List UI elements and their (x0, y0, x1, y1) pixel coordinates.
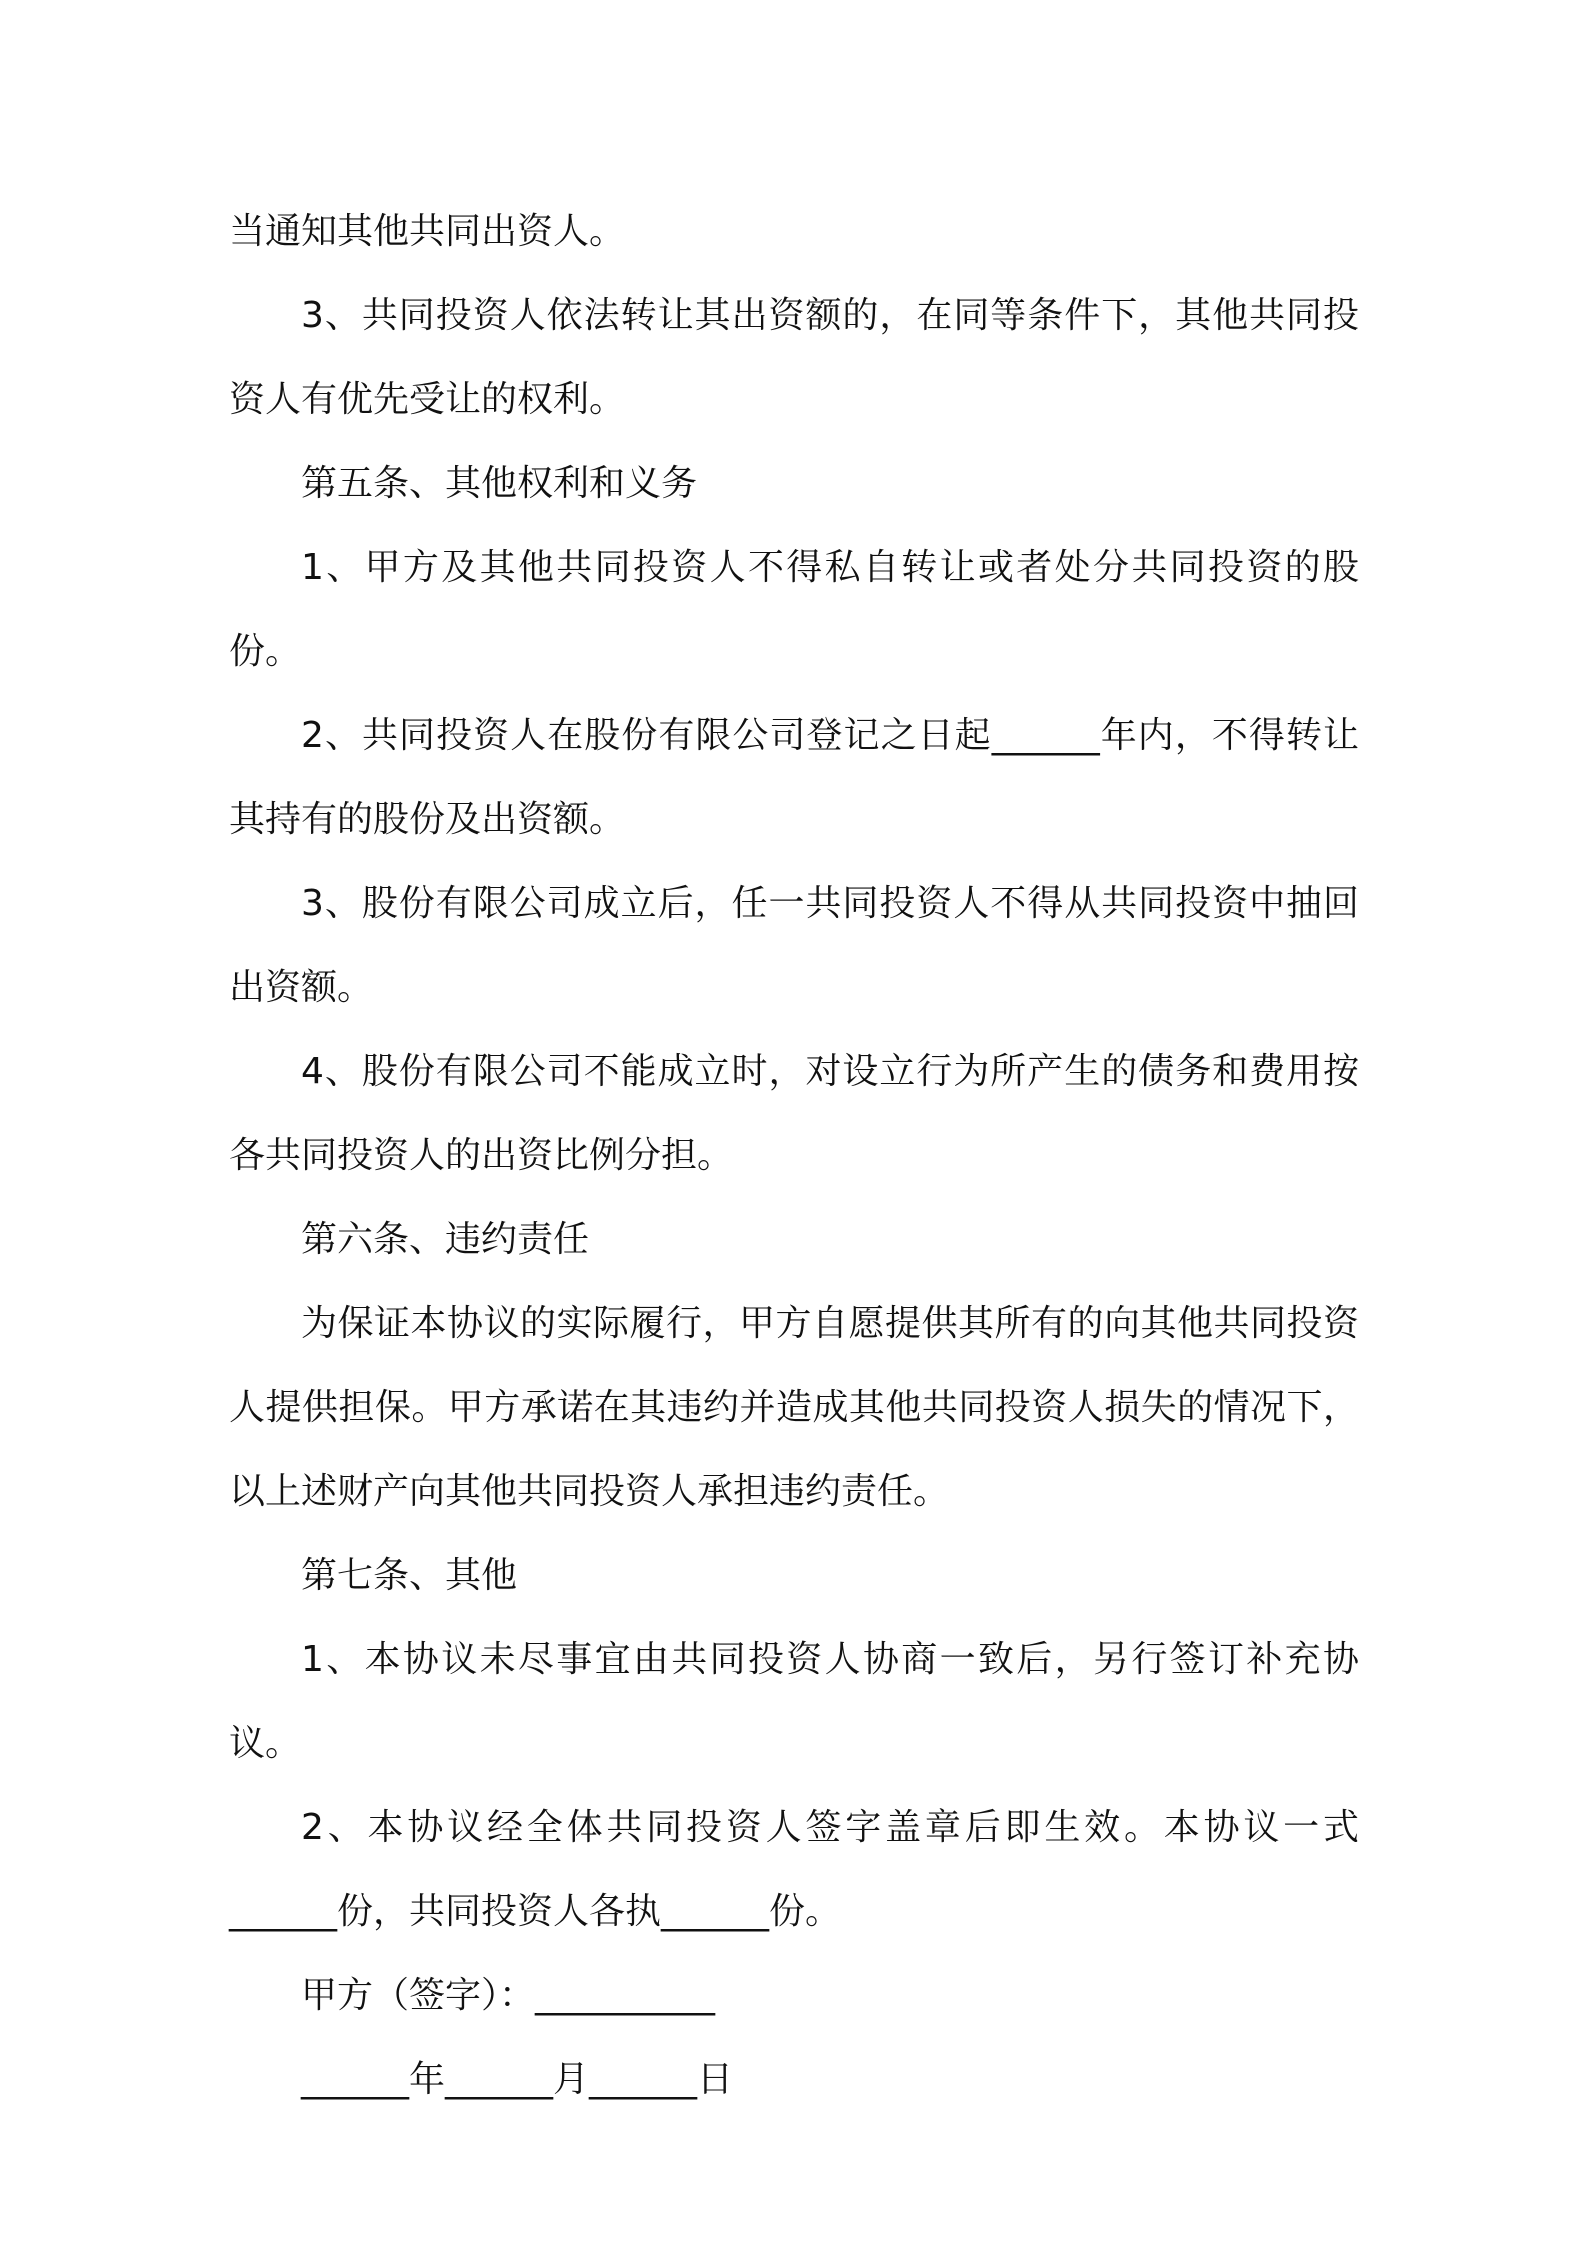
article-6-heading: 第六条、违约责任 (301, 1219, 590, 1260)
paragraph-clause-7-2: 2、本协议经全体共同投资人签字盖章后即生效。本协议一式______份，共同投资人各执______份。 (229, 1807, 1359, 1932)
paragraph-article-6-body: 为保证本协议的实际履行，甲方自愿提供其所有的向其他共同投资人提供担保。甲方承诺在其违约并造成其他共同投资人损失的情况下，以上述财产向其他共同投资人承担违约责任。 (229, 1303, 1359, 1512)
paragraph-clause-5-3: 3、股份有限公司成立后，任一共同投资人不得从共同投资中抽回出资额。 (229, 883, 1359, 1008)
paragraph-clause-7-1: 1、本协议未尽事宜由共同投资人协商一致后，另行签订补充协议。 (229, 1639, 1359, 1764)
paragraph-clause-5-1: 1、甲方及其他共同投资人不得私自转让或者处分共同投资的股份。 (229, 547, 1359, 672)
paragraph-continuation: 当通知其他共同出资人。 (229, 211, 626, 252)
document-body (229, 190, 1359, 2122)
article-5-heading: 第五条、其他权利和义务 (301, 463, 698, 504)
signature-date-line: ______年______月______日 (301, 2059, 734, 2100)
paragraph-clause-5-4: 4、股份有限公司不能成立时，对设立行为所产生的债务和费用按各共同投资人的出资比例分担。 (229, 1051, 1359, 1176)
party-a-signature-line: 甲方（签字）：__________ (301, 1975, 716, 2016)
paragraph-clause-5-2: 2、共同投资人在股份有限公司登记之日起______年内，不得转让其持有的股份及出资额。 (229, 715, 1359, 840)
paragraph-clause-4-3: 3、共同投资人依法转让其出资额的，在同等条件下，其他共同投资人有优先受让的权利。 (229, 295, 1359, 420)
article-7-heading: 第七条、其他 (301, 1555, 518, 1596)
